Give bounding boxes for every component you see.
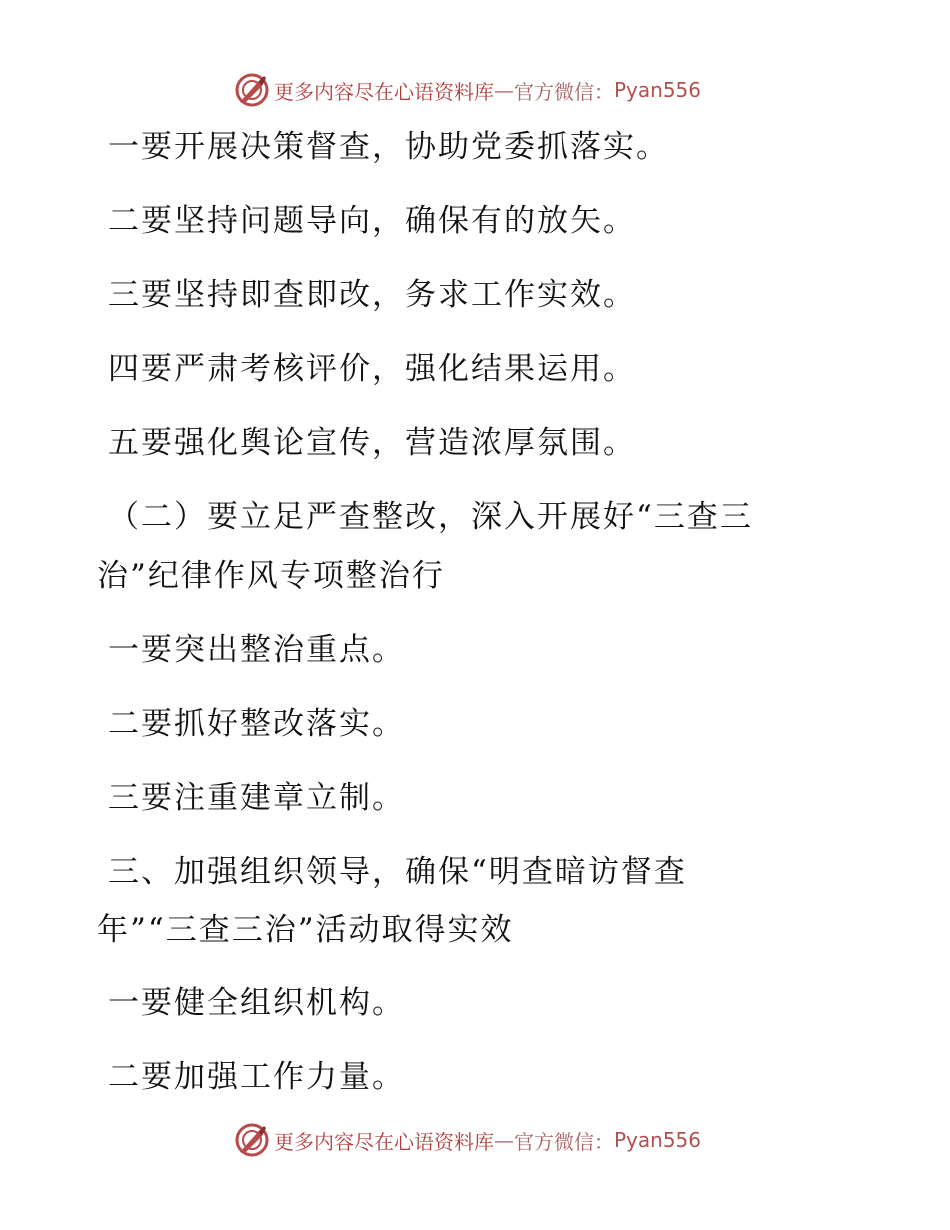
watermark-dash: — <box>494 1128 514 1152</box>
watermark-sub-text: 官方微信： <box>514 79 614 104</box>
paragraph-line-10: 二要加强工作力量。 <box>108 1059 405 1095</box>
watermark-dash: — <box>494 78 514 102</box>
watermark-main-text: 更多内容尽在心语资料库 <box>274 1129 494 1154</box>
paragraph-line-7: 二要抓好整改落实。 <box>108 706 405 742</box>
section-heading-3-line-1: 三、加强组织领导，确保“明查暗访督查 <box>108 854 687 890</box>
section-heading-3-line-2: 年”“三查三治”活动取得实效 <box>97 912 514 948</box>
paragraph-line-4: 四要严肃考核评价，强化结果运用。 <box>108 351 636 387</box>
paragraph-line-8: 三要注重建章立制。 <box>108 780 405 816</box>
paragraph-line-5: 五要强化舆论宣传，营造浓厚氛围。 <box>108 425 636 461</box>
paragraph-line-3: 三要坚持即查即改，务求工作实效。 <box>108 277 636 313</box>
paragraph-line-9: 一要健全组织机构。 <box>108 985 405 1021</box>
watermark-sub-text: 官方微信： <box>514 1129 614 1154</box>
watermark-main-text: 更多内容尽在心语资料库 <box>274 79 494 104</box>
watermark-wechat-id: Pyan556 <box>614 1128 702 1152</box>
pen-logo-icon <box>234 1122 270 1158</box>
header-watermark <box>234 72 701 108</box>
paragraph-line-1: 一要开展决策督查，协助党委抓落实。 <box>108 129 669 165</box>
watermark-wechat-id: Pyan556 <box>614 78 702 102</box>
section-heading-2-line-1: （二）要立足严查整改，深入开展好“三查三 <box>108 499 753 535</box>
pen-logo-icon <box>234 72 270 108</box>
section-heading-2-line-2: 治”纪律作风专项整治行 <box>97 558 445 594</box>
paragraph-line-2: 二要坚持问题导向，确保有的放矢。 <box>108 203 636 239</box>
footer-watermark <box>234 1122 701 1158</box>
paragraph-line-6: 一要突出整治重点。 <box>108 632 405 668</box>
